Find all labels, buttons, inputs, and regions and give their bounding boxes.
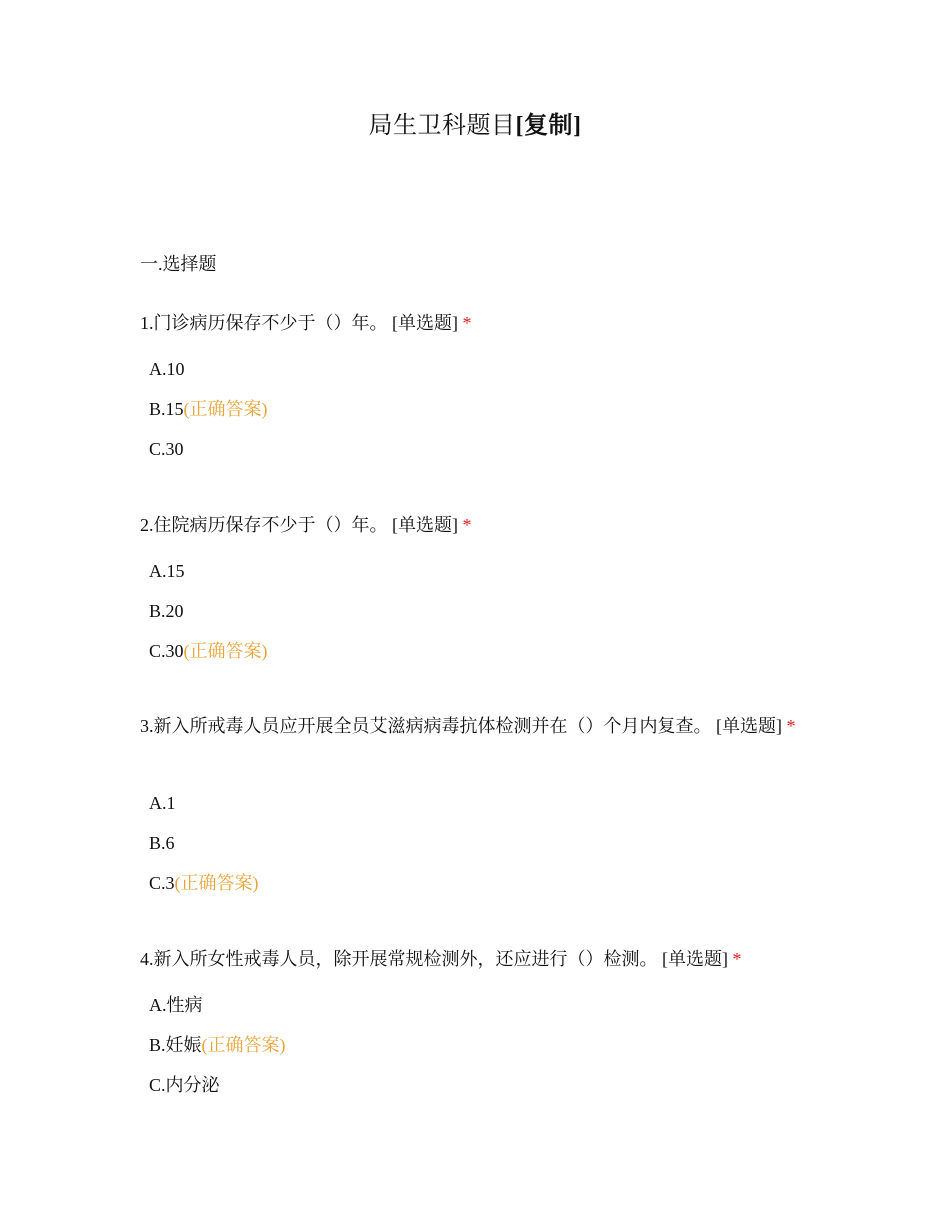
required-mark: * — [732, 949, 742, 969]
answer-tag: (正确答案) — [183, 399, 268, 419]
option-label: B.15 — [149, 399, 184, 419]
question-4 — [140, 943, 820, 976]
answer-tag: (正确答案) — [174, 873, 259, 893]
option-3c[interactable] — [149, 871, 259, 895]
question-text: 2.住院病历保存不少于（）年。 — [140, 515, 388, 535]
question-text: 4.新入所女性戒毒人员，除开展常规检测外，还应进行（）检测。 — [140, 949, 658, 969]
answer-tag: (正确答案) — [183, 641, 268, 661]
option-1b[interactable] — [149, 397, 268, 421]
option-label: A.15 — [149, 561, 185, 581]
question-text: 3.新入所戒毒人员应开展全员艾滋病病毒抗体检测并在（）个月内复查。 — [140, 716, 712, 736]
option-label: C.内分泌 — [149, 1075, 220, 1095]
section-heading: 一.选择题 — [140, 254, 217, 274]
option-3a[interactable] — [149, 791, 176, 815]
option-label: A.1 — [149, 793, 176, 813]
option-2b[interactable] — [149, 599, 184, 623]
title-main: 局生卫科题目 — [368, 113, 516, 139]
option-2c[interactable] — [149, 639, 268, 663]
option-3b[interactable] — [149, 831, 175, 855]
option-label: C.30 — [149, 439, 184, 459]
question-type: [单选题] — [392, 515, 458, 535]
option-label: B.20 — [149, 601, 184, 621]
option-4b[interactable] — [149, 1033, 286, 1057]
required-mark: * — [462, 515, 472, 535]
question-type: [单选题] — [392, 313, 458, 333]
page-title — [0, 110, 950, 142]
option-1a[interactable] — [149, 357, 185, 381]
option-label: C.3 — [149, 873, 175, 893]
question-type: [单选题] — [716, 716, 782, 736]
option-label: C.30 — [149, 641, 184, 661]
option-label: B.妊娠 — [149, 1035, 202, 1055]
title-suffix: [复制] — [515, 113, 582, 139]
question-3 — [140, 710, 820, 743]
option-4a[interactable] — [149, 993, 203, 1017]
answer-tag: (正确答案) — [201, 1035, 286, 1055]
option-2a[interactable] — [149, 559, 185, 583]
option-label: A.性病 — [149, 995, 203, 1015]
option-1c[interactable] — [149, 437, 184, 461]
required-mark: * — [786, 716, 796, 736]
question-2 — [140, 509, 820, 542]
required-mark: * — [462, 313, 472, 333]
question-1 — [140, 307, 820, 340]
option-label: B.6 — [149, 833, 175, 853]
option-label: A.10 — [149, 359, 185, 379]
question-text: 1.门诊病历保存不少于（）年。 — [140, 313, 388, 333]
option-4c[interactable] — [149, 1073, 220, 1097]
question-type: [单选题] — [662, 949, 728, 969]
